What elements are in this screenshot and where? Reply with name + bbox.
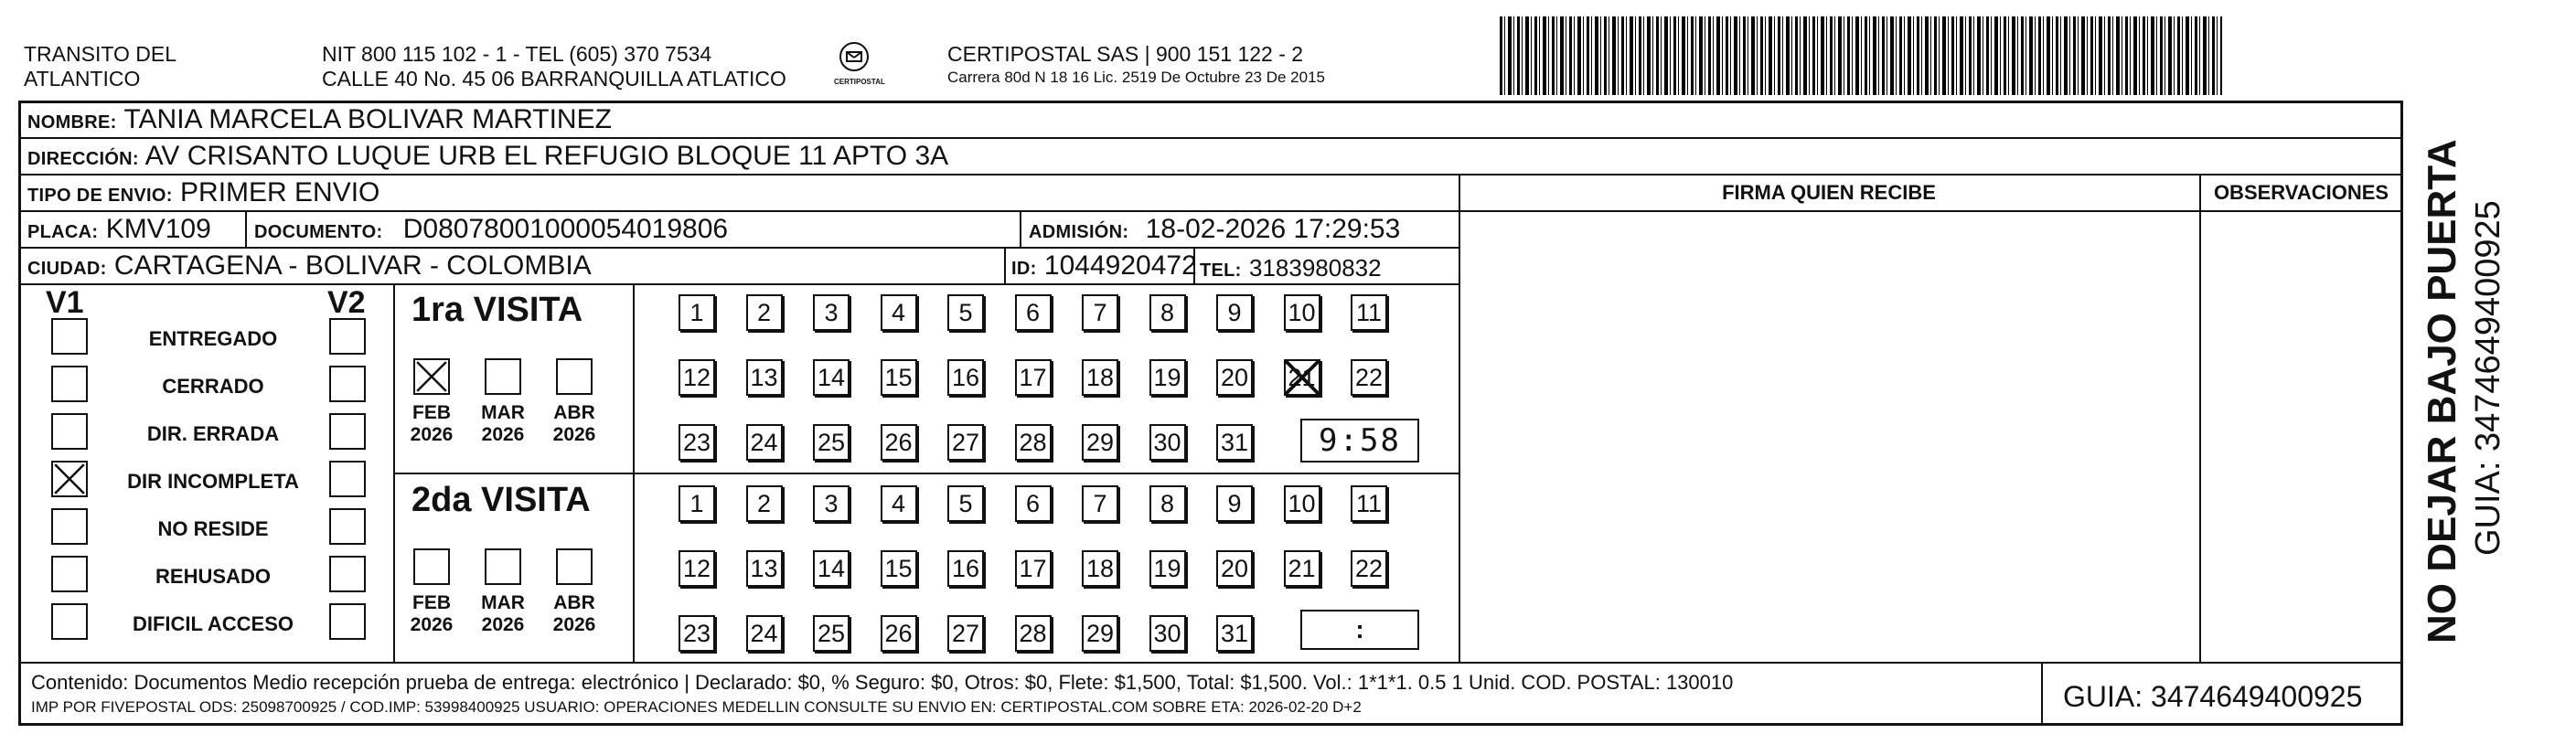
day-box[interactable]: 29 [1082,615,1118,652]
side-warning: NO DEJAR BAJO PUERTA [2420,139,2464,643]
day-box[interactable]: 22 [1351,550,1387,587]
documento-field [254,214,728,248]
day-box[interactable]: 27 [947,615,984,652]
day-box[interactable]: 16 [947,550,984,587]
day-box[interactable]: 3 [813,294,850,331]
day-box[interactable]: 4 [881,294,917,331]
direccion-value: AV CRISANTO LUQUE URB EL REFUGIO BLOQUE 11 APTO 3A [144,141,949,171]
day-box[interactable]: 9 [1216,294,1253,331]
logo-caption: CERTIPOSTAL [834,78,885,86]
v2-checkbox[interactable] [329,366,366,402]
ciudad-field [27,250,592,284]
status-label: DIR INCOMPLETA [127,470,299,493]
day-box[interactable]: 5 [947,485,984,522]
day-box[interactable]: 10 [1284,485,1320,522]
day-box[interactable]: 8 [1149,294,1186,331]
day-box[interactable]: 11 [1351,485,1387,522]
day-box[interactable]: 24 [746,424,783,461]
day-box[interactable]: 23 [679,615,715,652]
sender-info [322,42,786,91]
v2-checkbox[interactable] [329,556,366,592]
day-box[interactable]: 26 [881,424,917,461]
day-box[interactable]: 13 [746,359,783,396]
admision-value: 18-02-2026 17:29:53 [1145,214,1401,244]
day-box[interactable]: 11 [1351,294,1387,331]
day-box[interactable]: 18 [1082,550,1118,587]
v1-checkbox[interactable] [51,413,88,450]
direccion-row [27,141,948,175]
tipo-label: TIPO DE ENVIO: [27,186,173,206]
day-box[interactable]: 6 [1015,294,1052,331]
day-box[interactable]: 4 [881,485,917,522]
day-box[interactable]: 12 [679,550,715,587]
v1-checkbox[interactable] [51,603,88,640]
month-label: ABR 2026 [552,402,596,445]
admision-label: ADMISIÓN: [1029,222,1129,242]
day-box[interactable]: 31 [1216,424,1253,461]
barcode [1500,16,2222,95]
day-box[interactable]: 29 [1082,424,1118,461]
v2-checkbox[interactable] [329,413,366,450]
day-box[interactable]: 16 [947,359,984,396]
month-label: MAR 2026 [481,402,525,445]
month-checkbox-feb[interactable] [413,548,450,585]
nombre-row [27,104,612,138]
footer-content: Contenido: Documentos Medio recepción prueba de entrega: electrónico | Declarado: $0, % Seguro: $0, Otros: $0, Flete: $1,500, Total: $1,500. Vol.: 1*1*1. 0.5 1 Unid. COD. POSTAL: 130010 [31,671,1734,694]
nombre-value: TANIA MARCELA BOLIVAR MARTINEZ [123,104,612,134]
day-box[interactable]: 3 [813,485,850,522]
nit-line: NIT 800 115 102 - 1 - TEL (605) 370 7534 [322,42,712,66]
status-label: DIFICIL ACCESO [132,612,294,635]
placa-field [27,214,211,248]
day-box[interactable]: 13 [746,550,783,587]
v2-checkbox[interactable] [329,318,366,355]
carrier-name: CERTIPOSTAL SAS | 900 151 122 - 2 [947,42,1304,66]
month-label: FEB 2026 [410,402,454,445]
day-box[interactable]: 25 [813,424,850,461]
tel-field [1200,252,1382,286]
sender-line-1: TRANSITO DEL [24,42,176,66]
day-box[interactable]: 21 [1284,550,1320,587]
nombre-label: NOMBRE: [27,112,117,133]
tipo-row [27,177,379,211]
logo-icon [836,40,872,73]
day-box[interactable]: 1 [679,485,715,522]
day-box[interactable]: 22 [1351,359,1387,396]
day-box[interactable]: 21 [1284,359,1320,396]
v2-checkbox[interactable] [329,461,366,497]
day-box[interactable]: 9 [1216,485,1253,522]
id-label: ID: [1011,259,1037,279]
day-box[interactable]: 28 [1015,615,1052,652]
status-label: DIR. ERRADA [146,422,280,445]
v1-label: V1 [46,285,84,320]
v1-checkbox[interactable] [51,318,88,355]
tipo-value: PRIMER ENVIO [180,177,380,207]
firma-header: FIRMA QUIEN RECIBE [1722,181,1936,204]
second-visit-time[interactable]: : [1300,610,1419,650]
placa-label: PLACA: [27,222,99,242]
day-box[interactable]: 24 [746,615,783,652]
day-box[interactable]: 2 [746,294,783,331]
v2-label: V2 [327,285,366,320]
v2-checkbox[interactable] [329,603,366,640]
day-box[interactable]: 12 [679,359,715,396]
side-guia: GUIA: 3474649400925 [2469,200,2507,556]
second-visit-title: 2da VISITA [412,481,591,519]
day-box[interactable]: 18 [1082,359,1118,396]
day-box[interactable]: 20 [1216,550,1253,587]
day-box[interactable]: 30 [1149,615,1186,652]
day-box[interactable]: 10 [1284,294,1320,331]
status-label: CERRADO [162,375,264,398]
month-label: MAR 2026 [481,592,525,635]
day-box[interactable]: 17 [1015,359,1052,396]
documento-value: D08078001000054019806 [402,214,729,244]
v1-checkbox[interactable] [51,508,88,545]
day-box[interactable]: 27 [947,424,984,461]
sender-address: CALLE 40 No. 45 06 BARRANQUILLA ATLATICO [322,67,786,90]
day-box[interactable]: 31 [1216,615,1253,652]
day-box[interactable]: 5 [947,294,984,331]
month-checkbox-feb[interactable] [413,358,450,395]
footer-imp: IMP POR FIVEPOSTAL ODS: 25098700925 / COD.IMP: 53998400925 USUARIO: OPERACIONES MEDELLIN CONSULTE SU ENVIO EN: CERTIPOSTAL.COM SOBRE ETA: 2026-02-20 D+2 [31,698,1362,716]
status-label: REHUSADO [155,565,271,588]
ciudad-label: CIUDAD: [27,259,107,279]
month-checkbox-abr[interactable] [556,358,593,395]
first-visit-title: 1ra VISITA [412,291,583,329]
month-checkbox-mar[interactable] [485,548,521,585]
status-label: ENTREGADO [148,327,278,350]
day-box[interactable]: 20 [1216,359,1253,396]
day-box[interactable]: 15 [881,550,917,587]
tel-label: TEL: [1200,261,1242,281]
status-label: NO RESIDE [157,517,269,540]
placa-value: KMV109 [105,214,211,244]
direccion-label: DIRECCIÓN: [27,149,139,169]
day-box[interactable]: 2 [746,485,783,522]
observaciones-header: OBSERVACIONES [2213,181,2389,204]
day-box[interactable]: 26 [881,615,917,652]
month-checkbox-abr[interactable] [556,548,593,585]
day-box[interactable]: 1 [679,294,715,331]
month-label: FEB 2026 [410,592,454,635]
day-box[interactable]: 17 [1015,550,1052,587]
id-value: 1044920472 [1043,250,1197,281]
month-label: ABR 2026 [552,592,596,635]
v1-checkbox[interactable] [51,556,88,592]
day-box[interactable]: 7 [1082,294,1118,331]
month-checkbox-mar[interactable] [485,358,521,395]
day-box[interactable]: 7 [1082,485,1118,522]
footer-guia: GUIA: 3474649400925 [2063,680,2363,713]
day-box[interactable]: 23 [679,424,715,461]
sender-name [24,42,176,91]
carrier-license: Carrera 80d N 18 16 Lic. 2519 De Octubre 23 De 2015 [947,69,1325,86]
ciudad-value: CARTAGENA - BOLIVAR - COLOMBIA [113,250,592,281]
day-box[interactable]: 19 [1149,550,1186,587]
sender-line-2: ATLANTICO [24,67,141,90]
day-box[interactable]: 14 [813,359,850,396]
first-visit-time[interactable]: 9:58 [1300,419,1419,463]
day-box[interactable]: 19 [1149,359,1186,396]
certipostal-logo [834,40,885,91]
v1-checkbox[interactable] [51,366,88,402]
day-box[interactable]: 14 [813,550,850,587]
documento-label: DOCUMENTO: [254,222,383,242]
tel-value: 3183980832 [1248,254,1382,282]
day-box[interactable]: 6 [1015,485,1052,522]
day-box[interactable]: 15 [881,359,917,396]
v2-checkbox[interactable] [329,508,366,545]
day-box[interactable]: 30 [1149,424,1186,461]
day-box[interactable]: 25 [813,615,850,652]
day-box[interactable]: 8 [1149,485,1186,522]
id-field [1011,250,1197,284]
v1-checkbox[interactable] [51,461,88,497]
admision-field [1029,214,1400,248]
day-box[interactable]: 28 [1015,424,1052,461]
